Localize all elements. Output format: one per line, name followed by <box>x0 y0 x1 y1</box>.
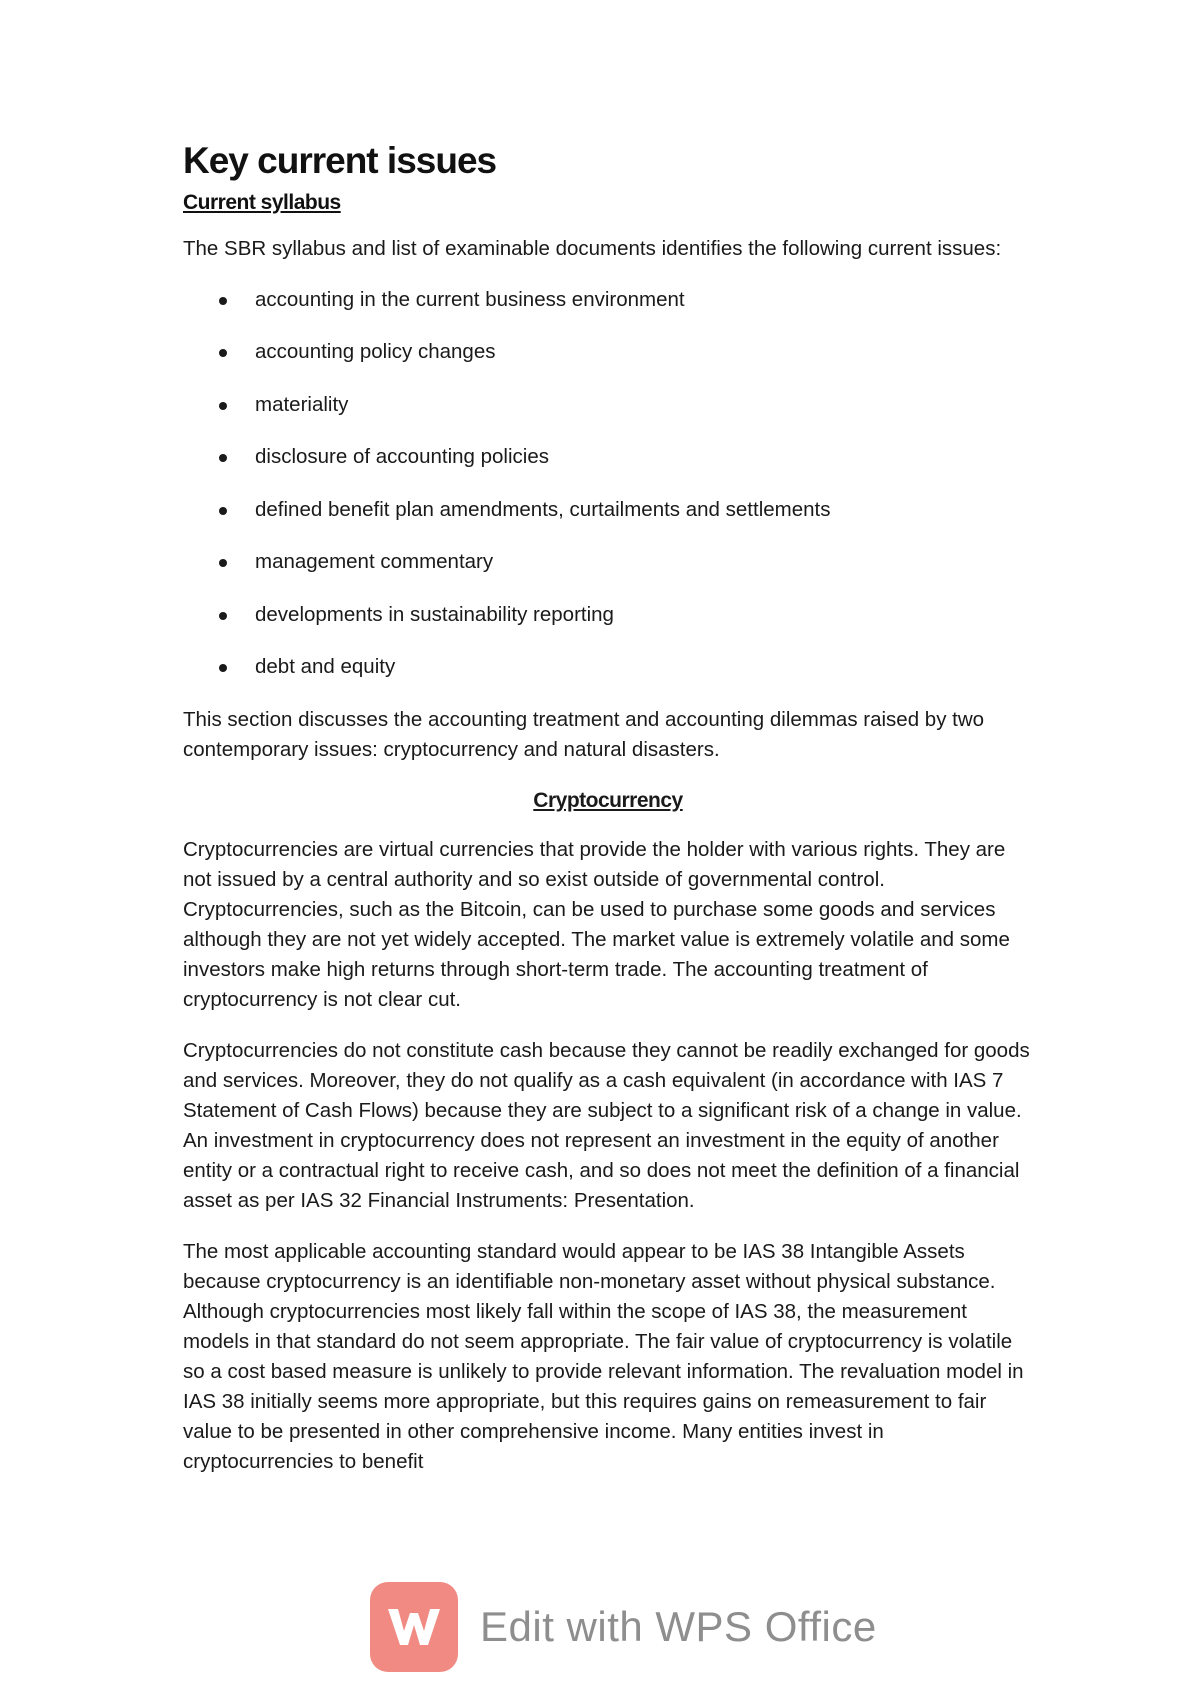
list-item-text: accounting policy changes <box>255 340 496 364</box>
wps-logo-icon[interactable] <box>370 1582 458 1672</box>
list-item-text: materiality <box>255 392 349 416</box>
list-item <box>183 547 1033 577</box>
body-paragraph: The most applicable accounting standard would appear to be IAS 38 Intangible Assets because cryptocurrency is an identifiable non-monetary asset without physical substance. Although cryptocurrencies most likely fall within the scope of IAS 38, the measurement models in that standard do not seem appropriate. The fair value of cryptocurrency is volatile so a cost based measure is unlikely to provide relevant information. The revaluation model in IAS 38 initially seems more appropriate, but this requires gains on remeasurement to fair value to be presented in other comprehensive income. Many entities invest in cryptocurrencies to benefit <box>183 1239 1024 1473</box>
list-item-text: accounting in the current business environment <box>255 287 685 311</box>
bullet-icon <box>219 402 227 410</box>
document-page <box>183 140 1033 1498</box>
body-paragraph: Cryptocurrencies do not constitute cash because they cannot be readily exchanged for goods and services. Moreover, they do not qualify as a cash equivalent (in accordance with IAS 7 Statement of Cash Flows) because they are subject to a significant risk of a change in value. An investment in cryptocurrency does not represent an investment in the equity of another entity or a contractual right to receive cash, and so does not meet the definition of a financial asset as per IAS 32 Financial Instruments: Presentation. <box>183 1038 1030 1212</box>
list-item <box>183 337 1033 367</box>
wps-w-glyph-icon <box>384 1603 444 1651</box>
cryptocurrency-heading: Cryptocurrency <box>533 788 683 812</box>
intro-paragraph: The SBR syllabus and list of examinable documents identifies the following current issues: <box>183 236 1002 260</box>
bullet-icon <box>219 507 227 515</box>
list-item <box>183 495 1033 525</box>
list-item <box>183 442 1033 472</box>
list-item <box>183 600 1033 630</box>
section-intro-paragraph: This section discusses the accounting treatment and accounting dilemmas raised by two contemporary issues: cryptocurrency and natural disasters. <box>183 707 985 761</box>
issues-list <box>183 285 1033 683</box>
bullet-icon <box>219 297 227 305</box>
body-paragraph: Cryptocurrencies are virtual currencies that provide the holder with various rights. They are not issued by a central authority and so exist outside of governmental control. Cryptocurrencies, such as the Bitcoin, can be used to purchase some goods and services although they are not yet widely accepted. The market value is extremely volatile and some investors make high returns through short-term trade. The accounting treatment of cryptocurrency is not clear cut. <box>183 837 1010 1011</box>
bullet-icon <box>219 559 227 567</box>
list-item-text: defined benefit plan amendments, curtailments and settlements <box>255 497 831 521</box>
list-item-text: debt and equity <box>255 655 396 679</box>
bullet-icon <box>219 664 227 672</box>
edit-with-wps-banner[interactable] <box>370 1582 877 1672</box>
wps-banner-text[interactable]: Edit with WPS Office <box>480 1603 877 1650</box>
list-item-text: management commentary <box>255 550 494 574</box>
page-title: Key current issues <box>183 140 497 181</box>
list-item <box>183 285 1033 315</box>
bullet-icon <box>219 454 227 462</box>
list-item-text: developments in sustainability reporting <box>255 602 614 626</box>
list-item-text: disclosure of accounting policies <box>255 445 549 469</box>
syllabus-heading: Current syllabus <box>183 190 341 214</box>
list-item <box>183 652 1033 682</box>
bullet-icon <box>219 349 227 357</box>
list-item <box>183 390 1033 420</box>
bullet-icon <box>219 612 227 620</box>
